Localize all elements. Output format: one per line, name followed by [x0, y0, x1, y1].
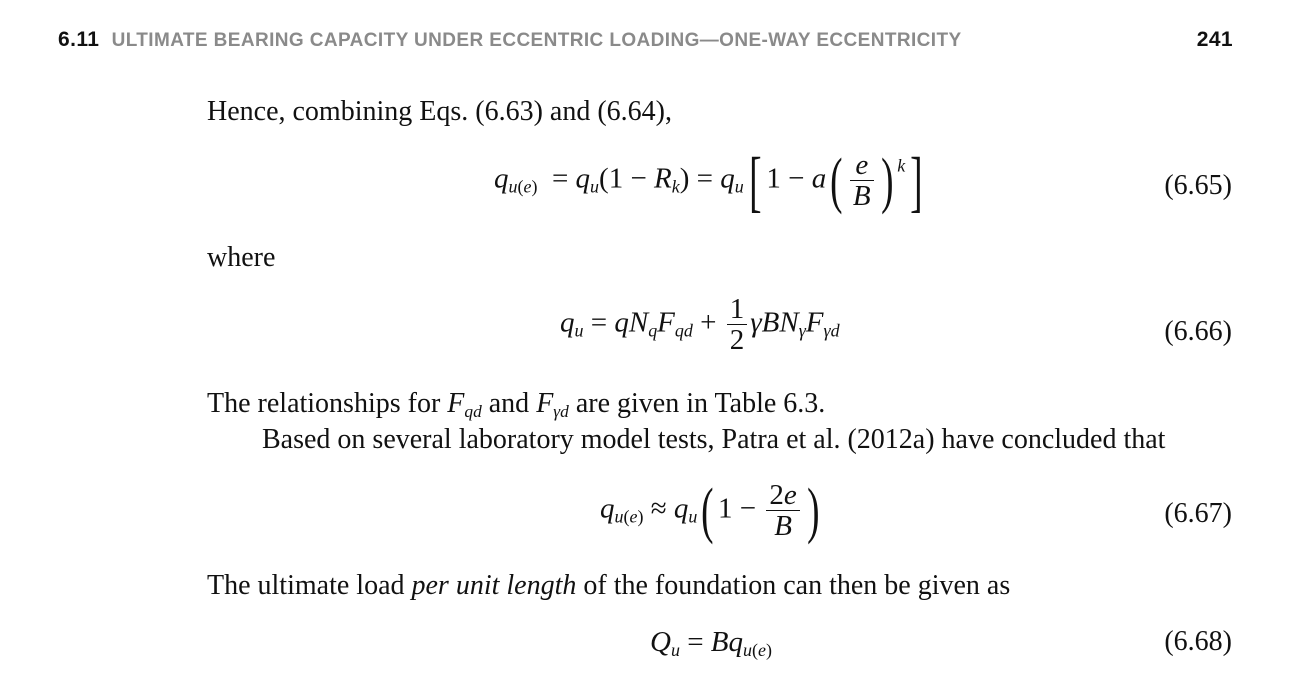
ultimate-text-start: The ultimate load: [207, 570, 412, 601]
relationships-text-and: and: [481, 388, 537, 419]
patra-paragraph: Based on several laboratory model tests, Patra et al. (2012a) have concluded that: [262, 424, 1166, 455]
running-head: [58, 28, 1233, 58]
equation-number-6-65: (6.65): [1164, 170, 1232, 201]
page-number: 241: [1196, 28, 1233, 51]
relationships-text-end: are given in Table 6.3.: [568, 388, 826, 419]
equation-number-6-68: (6.68): [1164, 626, 1232, 657]
equation-6-67: $q_{u(e)} \approx q_u$( 1 − $\frac{2e}{B}$ ): [600, 476, 820, 545]
where-label: where: [207, 242, 276, 273]
equation-6-65: $q_{u(e)} = q_u(1 - R_k) = q_u$[ 1 − a( $\frac{e}{B}$ ) $^k$]: [494, 142, 923, 219]
section-number: 6.11: [58, 28, 100, 51]
ultimate-load-paragraph: [207, 570, 1010, 602]
equation-6-68: $Q_u = Bq_{u(e)}$: [650, 626, 772, 661]
ultimate-text-italic: per unit length: [411, 570, 577, 601]
equation-number-6-66: (6.66): [1164, 316, 1232, 347]
equation-number-6-67: (6.67): [1164, 498, 1232, 529]
intro-paragraph: Hence, combining Eqs. (6.63) and (6.64),: [207, 96, 672, 127]
relationships-paragraph: The relationships for $F_{qd}$ and $F_{\gamma d}$ are given in Table 6.3.: [207, 388, 826, 421]
ultimate-text-end: of the foundation can then be given as: [576, 570, 1011, 601]
relationships-text-start: The relationships for: [207, 388, 448, 419]
section-title: ULTIMATE BEARING CAPACITY UNDER ECCENTRIC LOADING—ONE-WAY ECCENTRICITY: [111, 30, 962, 51]
equation-6-66: $q_u = qN_qF_{qd}$ + $\frac{1}{2}$ $\gamma BN_\gamma F_{\gamma d}$: [560, 293, 840, 357]
